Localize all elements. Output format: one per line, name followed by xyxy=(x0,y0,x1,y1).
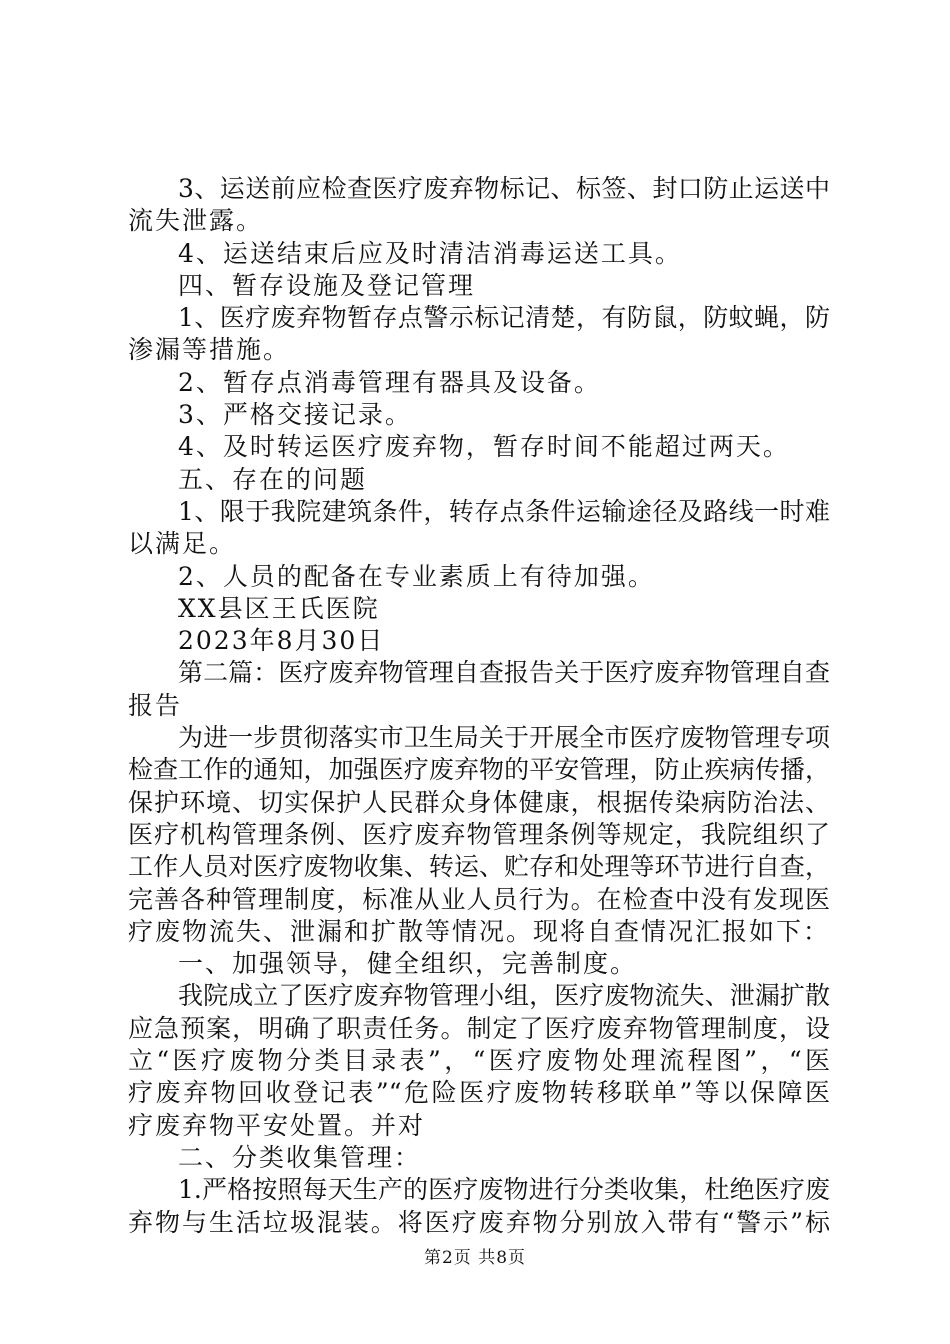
text-line: 五、存在的问题 xyxy=(178,464,368,494)
text-line: 检查工作的通知，加强医疗废弃物的平安管理，防止疾病传播， xyxy=(128,755,830,785)
text-line: 完善各种管理制度，标准从业人员行为。在检查中没有发现医 xyxy=(128,884,830,914)
text-line: XX县区王氏医院 xyxy=(178,593,380,623)
text-line: 4、运送结束后应及时清洁消毒运送工具。 xyxy=(178,238,682,268)
text-line: 四、暂存设施及登记管理 xyxy=(178,270,476,300)
text-line: 2、暂存点消毒管理有器具及设备。 xyxy=(178,367,601,397)
text-line: 1、医疗废弃物暂存点警示标记清楚，有防鼠，防蚊蝇，防 xyxy=(178,303,830,333)
text-line: 第二篇：医疗废弃物管理自查报告关于医疗废弃物管理自查 xyxy=(178,658,830,688)
text-line: 渗漏等措施。 xyxy=(128,335,291,365)
text-line: 我院成立了医疗废弃物管理小组，医疗废物流失、泄漏扩散 xyxy=(178,981,830,1011)
text-line: 2023年8月30日 xyxy=(178,626,385,656)
text-line: 报告 xyxy=(128,690,183,720)
page-footer: 第2页 共8页 xyxy=(423,1248,527,1268)
text-line: 疗废弃物回收登记表”“危险医疗废物转移联单”等以保障医 xyxy=(128,1078,830,1108)
text-line: 一、加强领导，健全组织，完善制度。 xyxy=(178,949,638,979)
text-line: 医疗机构管理条例、医疗废弃物管理条例等规定，我院组织了 xyxy=(128,819,830,849)
text-line: 保护环境、切实保护人民群众身体健康，根据传染病防治法、 xyxy=(128,787,830,817)
text-line: 2、人员的配备在专业素质上有待加强。 xyxy=(178,561,655,591)
text-line: 工作人员对医疗废物收集、转运、贮存和处理等环节进行自查， xyxy=(128,852,830,882)
text-line: 疗废物流失、泄漏和扩散等情况。现将自查情况汇报如下： xyxy=(128,916,831,946)
text-line: 疗废弃物平安处置。并对 xyxy=(128,1110,426,1140)
text-line: 3、严格交接记录。 xyxy=(178,400,412,430)
text-line: 立“医疗废物分类目录表”，“医疗废物处理流程图”，“医 xyxy=(128,1046,830,1076)
document-body xyxy=(128,173,830,1239)
text-line: 二、分类收集管理： xyxy=(178,1142,422,1172)
text-line: 弃物与生活垃圾混装。将医疗废弃物分别放入带有“警示”标 xyxy=(128,1207,830,1237)
text-line: 4、及时转运医疗废弃物，暂存时间不能超过两天。 xyxy=(178,432,790,462)
text-line: 流失泄露。 xyxy=(128,206,264,236)
text-line: 1、限于我院建筑条件，转存点条件运输途径及路线一时难 xyxy=(178,496,830,526)
text-line: 以满足。 xyxy=(128,529,237,559)
text-line: 3、运送前应检查医疗废弃物标记、标签、封口防止运送中 xyxy=(178,174,830,203)
text-line: 为进一步贯彻落实市卫生局关于开展全市医疗废物管理专项 xyxy=(178,723,830,753)
text-line: 1.严格按照每天生产的医疗废物进行分类收集，杜绝医疗废 xyxy=(178,1175,830,1205)
text-line: 应急预案，明确了职责任务。制定了医疗废弃物管理制度，设 xyxy=(128,1013,830,1043)
